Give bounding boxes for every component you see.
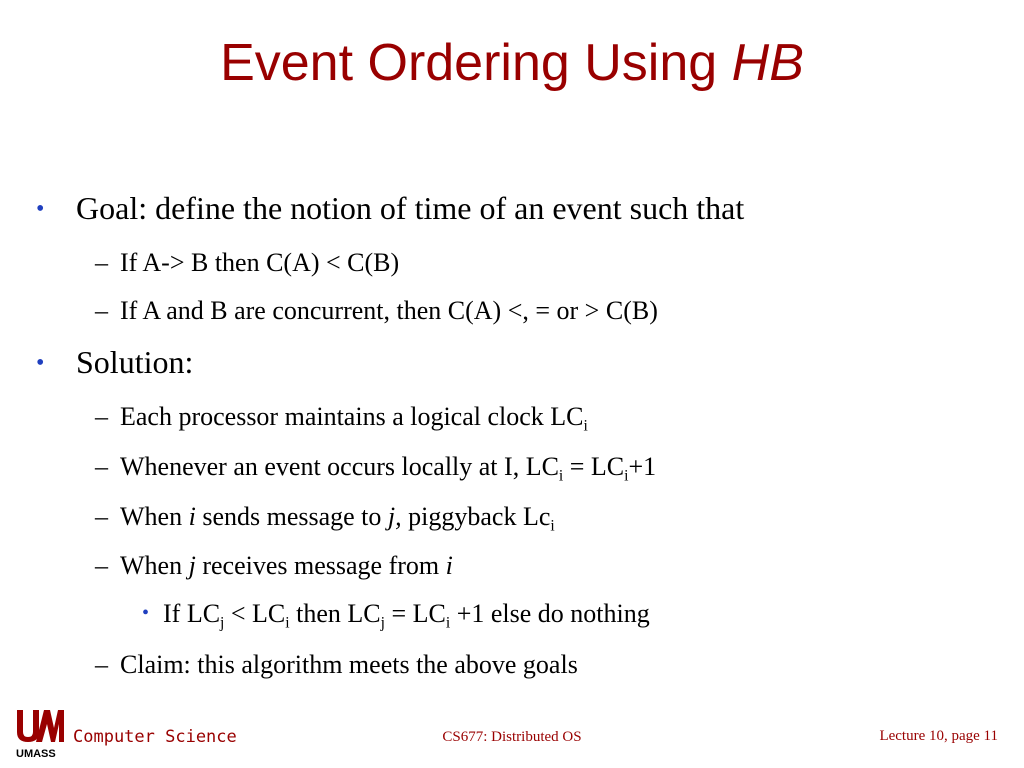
dash-marker: – [95, 452, 108, 481]
text-fragment: = LC [384, 599, 446, 628]
slide-title-emphasis: HB [731, 34, 804, 92]
text-fragment: piggyback Lc [401, 502, 551, 531]
subscript: i [445, 614, 451, 632]
bullet-marker: • [36, 196, 45, 222]
text-fragment: sends message to [195, 502, 388, 531]
bullet-marker: • [142, 602, 150, 624]
text-fragment: < LC [224, 599, 286, 628]
italic-fragment: i [445, 551, 453, 580]
subscript: i [558, 467, 564, 485]
italic-fragment: i [188, 502, 196, 531]
sub-bullet-concurrent: If A and B are concurrent, then C(A) <, = or > C(B) [120, 296, 658, 325]
sub-bullet-claim: Claim: this algorithm meets the above goals [120, 650, 578, 679]
dash-marker: – [95, 402, 108, 431]
slide-title-text: Event Ordering Using [220, 34, 732, 92]
text-fragment: Each processor maintains a logical clock LC [120, 402, 584, 431]
subscript: i [583, 417, 588, 435]
text-fragment: +1 else do nothing [450, 599, 650, 628]
subscript: i [285, 614, 290, 632]
text-fragment: = LC [563, 452, 625, 481]
sub-sub-bullet-update-rule [163, 599, 650, 632]
sub-bullet-send [120, 502, 555, 535]
italic-fragment: j, [387, 502, 402, 531]
dash-marker: – [95, 551, 108, 580]
subscript: i [624, 467, 629, 485]
italic-fragment: j [188, 551, 196, 580]
dash-marker: – [95, 650, 108, 679]
dash-marker: – [95, 296, 108, 325]
footer-page-number: Lecture 10, page 11 [879, 728, 998, 744]
bullet-solution: Solution: [76, 344, 194, 380]
text-fragment: then LC [289, 599, 381, 628]
text-fragment: When [120, 551, 189, 580]
sub-bullet-logical-clock [120, 402, 588, 435]
footer-department: Computer Science [73, 727, 237, 747]
subscript: i [550, 517, 555, 535]
text-fragment: +1 [628, 452, 657, 481]
sub-bullet-receive [120, 551, 453, 581]
subscript: j [220, 614, 225, 632]
footer-course: CS677: Distributed OS [442, 729, 582, 745]
dash-marker: – [95, 248, 108, 277]
text-fragment: receives message from [195, 551, 446, 580]
sub-bullet-happens-before: If A-> B then C(A) < C(B) [120, 248, 400, 277]
bullet-goal: Goal: define the notion of time of an event such that [76, 190, 745, 226]
bullet-marker: • [36, 350, 45, 376]
text-fragment: When [120, 502, 189, 531]
subscript: j [380, 614, 385, 632]
text-fragment: Whenever an event occurs locally at I, LC [120, 452, 559, 481]
sub-bullet-local-event [120, 452, 657, 485]
text-fragment: If LC [163, 599, 221, 628]
dash-marker: – [95, 502, 108, 531]
logo-text: UMASS [16, 748, 56, 760]
